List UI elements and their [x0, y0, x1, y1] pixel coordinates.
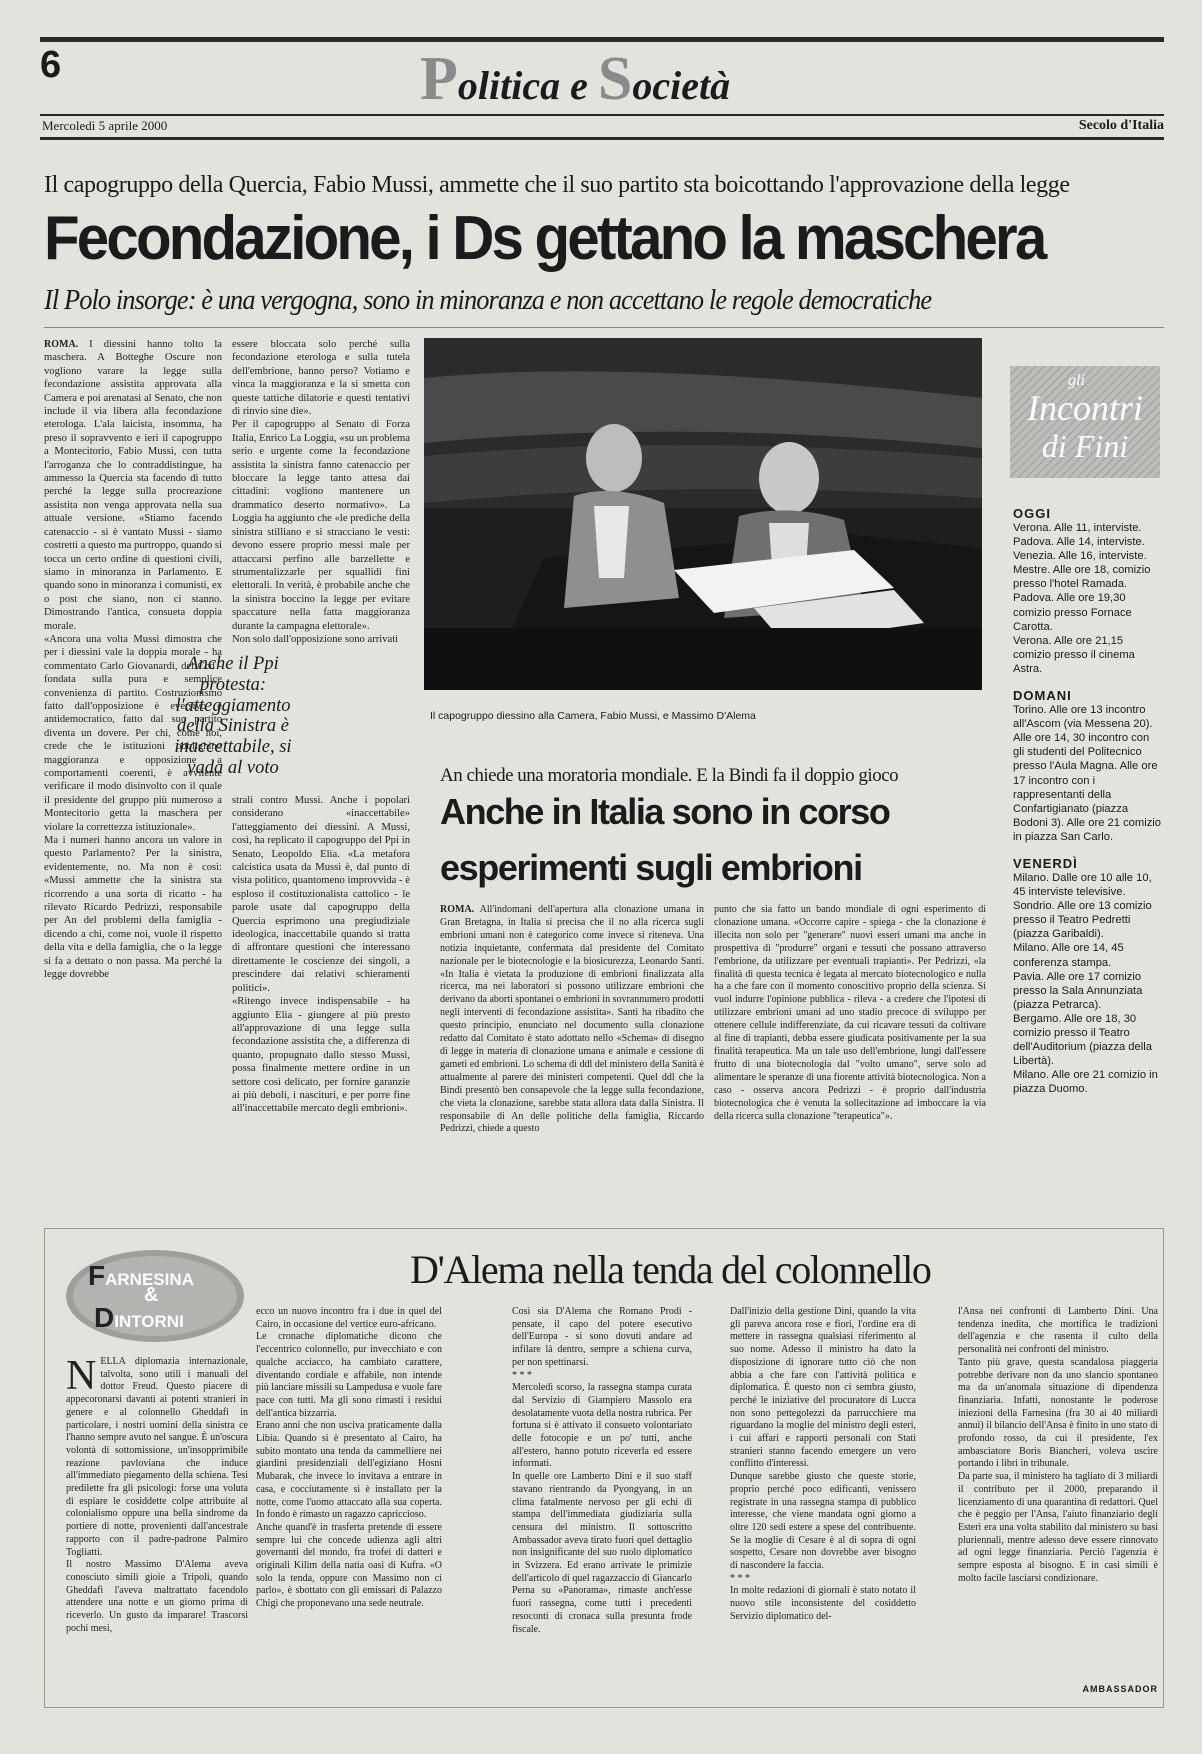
photo-caption: Il capogruppo diessino alla Camera, Fabio Mussi, e Massimo D'Alema: [430, 710, 756, 722]
second-dateline: ROMA.: [440, 904, 475, 915]
drop-cap: N: [66, 1356, 97, 1399]
issue-date: Mercoledì 5 aprile 2000: [42, 118, 168, 133]
main-subheadline: Il Polo insorge: è una vergogna, sono in minoranza e non accettano le regole democratiche: [44, 284, 932, 316]
second-headline-line1: Anche in Italia sono in corso: [440, 791, 890, 832]
photo-illustration: [424, 338, 982, 690]
masthead-bottom-rule: [40, 137, 1164, 140]
section-title: [420, 44, 820, 114]
agenda: [1013, 500, 1163, 1212]
logo-ampersand: &: [144, 1284, 159, 1306]
bottom-article-column-4: Dall'inizio della gestione Dini, quando la vita gli pareva ancora rose e fiori, l'ordine era di mettere in rassegna qualsiasi riferimento al suo nome. Adesso il ministro ha dato la disposizione di ignorare tutto ciò che non abbia a che fare con l'attività politica e diplomatica. È questo non ci sembra giusto, perché le iniziative del procuratore di Lucca non sono pettegolezzi da parrucchiere ma riguardano la moglie del ministro degli esteri, i cui affari e rapporti personali con Stati stranieri stanno facendo emergere un vero conflitto d'interessi. Dunque sarebbe giusto che queste storie, proprio perché poco edificanti, venissero registrate in una rassegna stampa di pubblico interesse, che viene mandata ogni giorno a oltre 120 sedi estere a spese del contribuente. Se la moglie di Cesare è al di sopra di ogni sospetto, Cesare non dovrebbe aver bisogno di nascondere la faccia. * * * In molte redazioni di giornali è stato notato il nuovo stile inconsistente del cosiddetto Servizio diplomatico del-: [730, 1306, 916, 1622]
main-article-column-1-text: I diessini hanno tolto la maschera. A Botteghe Oscure non vogliono varare la legge sulla fecondazione assistita approvata alla Camera e poi arenatasi al Senato, che non include il via libera alla fecondazione eterologa. L'ala laicista, insomma, ha preso il sopravvento e ieri il capogruppo a Montecitorio, Fabio Mussi, con tutta l'arroganza che lo contraddistingue, ha ammesso la Quercia sta facendo di tutto perché la legge sulla procreazione assistita non venga approvata nella sua attuale versione. «Stiamo facendo catenaccio - si è vantato Mussi - siamo costretti a questo ma purtroppo, quando si tocca un certo ordine di questioni civili, siamo in minoranza in Parlamento. E quando sono in minoranza i comunisti, ex o post che siano, non ci stanno. Dimostrando l'antica, consueta doppia morale. «Ancora una volta Mussi dimostra che per i diessini vale la doppia morale - ha commentato Carlo Giovanardi, del Ccd - fondata sulla pura e semplice convenienza di partito. Costruzionismo fatto dall'opposizione è eversivo e antidemocratico, fatto dal suo partito diventa un dovere. Per chi, come noi, crede che le istituzioni obblighino maggioranza e opposizione a comportamenti coerenti, è avvilente verificare il modo disinvolto con il quale il presidente del gruppo più numeroso a Montecitorio getta la maschera per violare la correttezza istituzionale». Ma i numeri hanno ancora un valore in questo Parlamento? Per la sinistra, evidentemente, no. Ma non è così: «Mussi ammette che la sinistra sta ricorrendo a una sorta di ricatto - ha rilevato Ricardo Pedrizzi, responsabile per An del problemi della famiglia - dicendo a chi, come noi, vuole il rispetto della vita e della famiglia, che o la legge si fa a dettato o non passa. Ma perché la legge dovrebbe: [44, 339, 222, 981]
second-headline-line2: esperimenti sugli embrioni: [440, 847, 862, 888]
main-article-column-2-continued: strali contro Mussi. Anche i popolari considerano «inaccettabile» l'atteggiamento dei diessini. A Mussi, così, ha replicato il capogruppo del Ppi in Senato, Leopoldo Elia. «La metafora calcistica usata da Mussi è, dal punto di vista politico, quantomeno improvvida - è esploso il costituzionalista cattolico - le parole usate dal capogruppo della Quercia esprimono una pregiudiziale ideologica, inaccettabile quando si tratta di affrontare questioni che interessano direttamente le coscienze dei singoli, a prescindere dai relativi schieramenti politici». «Ritengo invece indispensabile - ha aggiunto Elia - giungere al più presto all'approvazione di una legge sulla fecondazione assistita che, a differenza di quanto, propugnato dallo stesso Mussi, possa finalmente mettere ordine in un settore così delicato, per fornire garanzie ai più deboli, i nascituri, e per porre fine all'inaccettabile mercato degli embrioni».: [232, 795, 410, 1115]
second-article-column-1: [440, 904, 704, 1222]
logo-initial-f: F: [88, 1260, 106, 1291]
second-article-column-1-text: All'indomani dell'apertura alla clonazione umana in Gran Bretagna, in Italia si precisa che il no alla ricerca sugli embrioni umani non è categorico come invece si riteneva. Una notizia inquietante, confermata dal presidente del Comitato nazionale per le biotecnologie e la biosicurezza, Leonardo Santi. «In Italia è vietata la produzione di embrioni finalizzata alla ricerca, ma nei laboratori si possono utilizzare embrioni che derivano da aborti spontanei o embrioni in sovrannumero prodotti negli interventi di fecondazione assistita». Santi ha ribadito che questo principio, enunciato nel documento sulla clonazione redatto dal Comitato è stato adottato nello «Schema» di disegno di legge in materia di clonazione umana e animale e cessione di gameti ed embrioni. Lo schema di ddl del ministero della Sanità è attualmente al parere dei ministeri competenti. Quel ddl che la Bindi presentò ben consapevole che la legge sulla fecondazione, che vieta la clonazione, sarebbe stata allora data dalla Sinistra. Il responsabile di An delle politiche della famiglia, Riccardo Pedrizzi, chiede a questo: [440, 904, 704, 1135]
agenda-item: Milano. Alle ore 21 comizio in piazza Duomo.: [1013, 1069, 1158, 1096]
logo-initial-d: D: [94, 1302, 115, 1333]
farnesina-logo: [64, 1248, 246, 1344]
pull-quote: Anche il Ppi protesta: l'atteggiamento della Sinistra è inaccettabile, si vada al voto: [174, 654, 292, 778]
section-title-part2: ocietà: [632, 63, 731, 108]
agenda-item: Milano. Alle ore 14, 45 conferenza stampa.: [1013, 942, 1124, 969]
section-initial-p: P: [420, 45, 458, 113]
logo-small-text: gli: [1068, 372, 1085, 389]
logo-word-1: ARNESINA: [105, 1270, 194, 1289]
agenda-item: Padova. Alle ore 19,30 comizio presso Fornace Carotta.: [1013, 592, 1132, 633]
section-initial-s: S: [597, 45, 633, 113]
bottom-headline: D'Alema nella tenda del colonnello: [410, 1247, 931, 1292]
logo-line-2: [94, 1302, 184, 1334]
bottom-article-column-1-text: ELLA diplomazia internazionale, talvolta, sono utili i manuali del dottor Freud. Questo piacere di appecoronarsi davanti ai potenti stranieri in genere e al colonnello Gheddafi in particolare, i nostri uomini della sinistra ce l'hanno sempre avuto nel sangue. È un'oscura volontà di sottomissione, un'insopprimibile reazione pavloviana che induce all'immediato piegamento della schiena. Tesi predilette fra gli psicologi: forse una voluta di espiare le cosiddette colpe attribuite al colonialismo oppure una bella sindrome da portiere di notte, provenienti dall'ancestrale rapporto con il padre-padrone Palmiro Togliatti. Il nostro Massimo D'Alema aveva conosciuto simili gioie a Tripoli, quando Gheddafi l'aveva maltrattato facendolo attendere una notte e un giorno prima di riceverlo. Un gusto da imparare! Trascorsi pochi mesi,: [66, 1356, 248, 1634]
news-photo: [424, 338, 982, 690]
signature: AMBASSADOR: [1082, 1684, 1158, 1694]
agenda-item: Verona. Alle ore 21,15 comizio presso il cinema Astra.: [1013, 634, 1135, 675]
agenda-item: Verona. Alle 11, interviste.: [1013, 522, 1142, 534]
agenda-item: Torino. Alle ore 13 incontro all'Ascom (via Messena 20). Alle ore 14, 30 incontro con gli studenti del Politecnico presso l'Aula Magna. Alle ore 17 incontro con i rappresentanti della Confartigianato (piazza Bodoni 3). Alle ore 21 comizio in piazza San Carlo.: [1013, 704, 1162, 843]
bottom-article-column-1: [66, 1356, 248, 1700]
second-article-column-2: punto che sia fatto un bando mondiale di ogni esperimento di clonazione umana. «Occorre capire - spiega - che la clonazione è illecita non solo per "generare" nuovi esseri umani ma anche in prospettiva di "produrre" organi e tessuti che possano attraverso l'embrione, da utilizzare per eventuali trapianti». Per Pedrizzi, «la finalità di questa tecnica è legata al mercato biotecnologico e nulla ha a che fare con il momento conoscitivo proprio della scienza. Si vuol indurre l'opinione pubblica - rileva - a credere che l'ipotesi di utilizzare embrioni umani ad uno stadio precoce di sviluppo per ottenere cellule indifferenziate, da cui ricavare tessuti da coltivare al fine di trapianti, debba essere giudicata positivamente per la sua finalità terapeutica. Ma un tale uso dell'embrione, lungi dall'essere frutto di una biotecnologia dal "volto umano", serve solo ad alimentare le speranze di una fiorente attività biotecnologica. Non a caso - osserva ancora Pedrizzi - è proprio dall'industria biotecnologica che è venuta la sollecitazione ad imboccare la via della ricerca sulla clonazione "terapeutica"».: [714, 904, 986, 1122]
main-headline: Fecondazione, i Ds gettano la maschera: [44, 204, 1045, 273]
agenda-day-domani: DOMANI: [1013, 688, 1072, 704]
agenda-day-venerdi: VENERDÌ: [1013, 855, 1078, 871]
agenda-item: Bergamo. Alle ore 18, 30 comizio presso il Teatro dell'Auditorium (piazza della Libertà).: [1013, 1012, 1152, 1068]
agenda-item: Pavia. Alle ore 17 comizio presso la Sala Annunziata (piazza Petrarca).: [1013, 970, 1143, 1011]
masthead-mid-rule: [40, 114, 1164, 116]
masthead-top-rule: [40, 37, 1164, 42]
paper-name: Secolo d'Italia: [1078, 118, 1164, 133]
agenda-item: Milano. Dalle ore 10 alle 10, 45 interviste televisive.: [1013, 871, 1152, 899]
second-kicker: An chiede una moratoria mondiale. E la Bindi fa il doppio gioco: [440, 765, 899, 786]
agenda-day-oggi: OGGI: [1013, 506, 1051, 521]
incontri-logo: [1010, 366, 1160, 478]
logo-main-1: Incontri: [1027, 388, 1143, 428]
bottom-article-column-3: Così sia D'Alema che Romano Prodi - pensate, il capo del potere esecutivo dell'Europa - si sono dovuti andare ad infilare là dentro, sempre a schiena curva, per non spettinarsi. * * * Mercoledì scorso, la rassegna stampa curata dal Servizio di Giampiero Massolo era desolatamente vuota della nostra rubrica. Per fortuna si è attivato il consueto volontariato delle fotocopie e un po' tutti, anche all'estero, hanno potuto riceverla ed essere informati. In quelle ore Lamberto Dini e il suo staff stavano rientrando da Pyongyang, in un clima fatalmente nervoso per gli echi di stampa dell'immediata giudiziaria sulla censura del ministro. Il sottoscritto Ambassador aveva tirato fuori quel dettaglio non insignificante del suo ruolo diplomatico in Svizzera. Ed erano arrivate le primizie dell'articolo di quel ragazzaccio di Giancarlo Perna su «Panorama», rimaste anch'esse fuori rassegna, come tutti i precedenti resoconti di cronaca sulla presunta frode fiscale.: [512, 1306, 692, 1635]
bottom-article-column-5: l'Ansa nei confronti di Lamberto Dini. Una tendenza inedita, che mortifica le tradizioni dell'agenzia e che rasenta il culto della personalità nei confronti del ministro. Tanto più grave, questa scandalosa piaggeria potrebbe derivare non da uno slancio spontaneo ma da un'anomala situazione di dipendenza finanziaria. Infatti, nonostante le poderose iniezioni della Farnesina (fra 30 ai 40 miliardi annui) il bilancio dell'Ansa è finito in uno stato di profondo rosso, da cui il presidente, l'ex ambasciatore Boris Biancheri, voleva uscire portando i libri in tribunale. Da parte sua, il ministero ha tagliato di 3 miliardi il contributo per il 2000, preparando il licenziamento di una quarantina di redattori. Quel che è peggio per l'Ansa, l'aiuto finanziario degli Esteri era una volta stabilito dal ministero su basi pluriennali, mentre adesso deve essere rinnovato ad ogni legge finanziaria. Perciò l'agenzia è sempre esposta al bisogno. E in casi simili è molto facile lasciarsi condizionare.: [958, 1306, 1158, 1584]
bottom-article-column-2: ecco un nuovo incontro fra i due in quel del Cairo, in occasione del vertice euro-africano. Le cronache diplomatiche dicono che l'eccentrico colonnello, pur invecchiato e con qualche acciacco, ha cambiato carattere, diventando cordiale e affabile, non intende più lanciare missili su Lampedusa e vuole fare pace con tutti. Ma gli sono rimasti i residui dell'antica bizzarria. Erano anni che non usciva praticamente dalla Libia. Quando si è presentato al Cairo, ha subito montato una tenda da cammelliere nei giardini presidenziali dell'egiziano Hosni Mubarak, che invece lo invitava a entrare in casa, e cocciutamente si è installato per la notte, come l'uomo attaccato alla sua coperta. In fondo è rimasto un ragazzo capriccioso. Anche quand'è in trasferta pretende di essere sempre lui che concede udienza agli altri governanti del mondo, fra trofei di datteri e originali Kilim della natia oasi di Kufra. «O solo la tenda, oppure con Massimo non ci parlo», è sbottato con gli emissari di Palazzo Chigi che proponevano una sede neutrale.: [256, 1306, 442, 1610]
logo-line-1: [88, 1260, 194, 1292]
page-number: 6: [40, 44, 62, 86]
agenda-item: Venezia. Alle 16, interviste.: [1013, 550, 1147, 563]
agenda-item: Padova. Alle 14, interviste.: [1013, 536, 1145, 549]
agenda-item: Mestre. Alle ore 18, comizio presso l'hotel Ramada.: [1013, 564, 1151, 591]
agenda-item: Sondrio. Alle ore 13 comizio presso il Teatro Pedretti (piazza Garibaldi).: [1013, 900, 1152, 941]
section-title-part1: olitica e: [457, 63, 598, 108]
logo-word-2: INTORNI: [114, 1312, 184, 1331]
main-dateline: ROMA.: [44, 339, 79, 350]
main-kicker: Il capogruppo della Quercia, Fabio Mussi, ammette che il suo partito sta boicottando l'approvazione della legge: [44, 172, 1070, 198]
subhead-rule: [44, 327, 1164, 328]
main-article-column-2: essere bloccata solo perché sulla fecondazione eterologa e sulla tutela dell'embrione, hanno perso? Votiamo e vinca la maggioranza e la si smetta con queste tattiche dilatorie e questi tentativi di rinvio sine die». Per il capogruppo al Senato di Forza Italia, Enrico La Loggia, «su un problema serio e urgente come la fecondazione assistita la sinistra fanno catenaccio per bloccare la legge tanto attesa dai cittadini: vogliono mantenere un drammatico deserto normativo». La Loggia ha aggiunto che «le prediche della sinistra stilliano e si stracciano le vesti: devono essere proprio messi male per attaccarsi perfino alle barzellette e strumentalizzarle per squallidi fini elettorali. In verità, è probabile anche che la sinistra boccino la legge per evitare spaccature nella fatta maggioranza durante la campagna elettorale». Non solo dall'opposizione sono arrivati: [232, 339, 410, 645]
logo-main-2: di Fini: [1041, 428, 1129, 464]
